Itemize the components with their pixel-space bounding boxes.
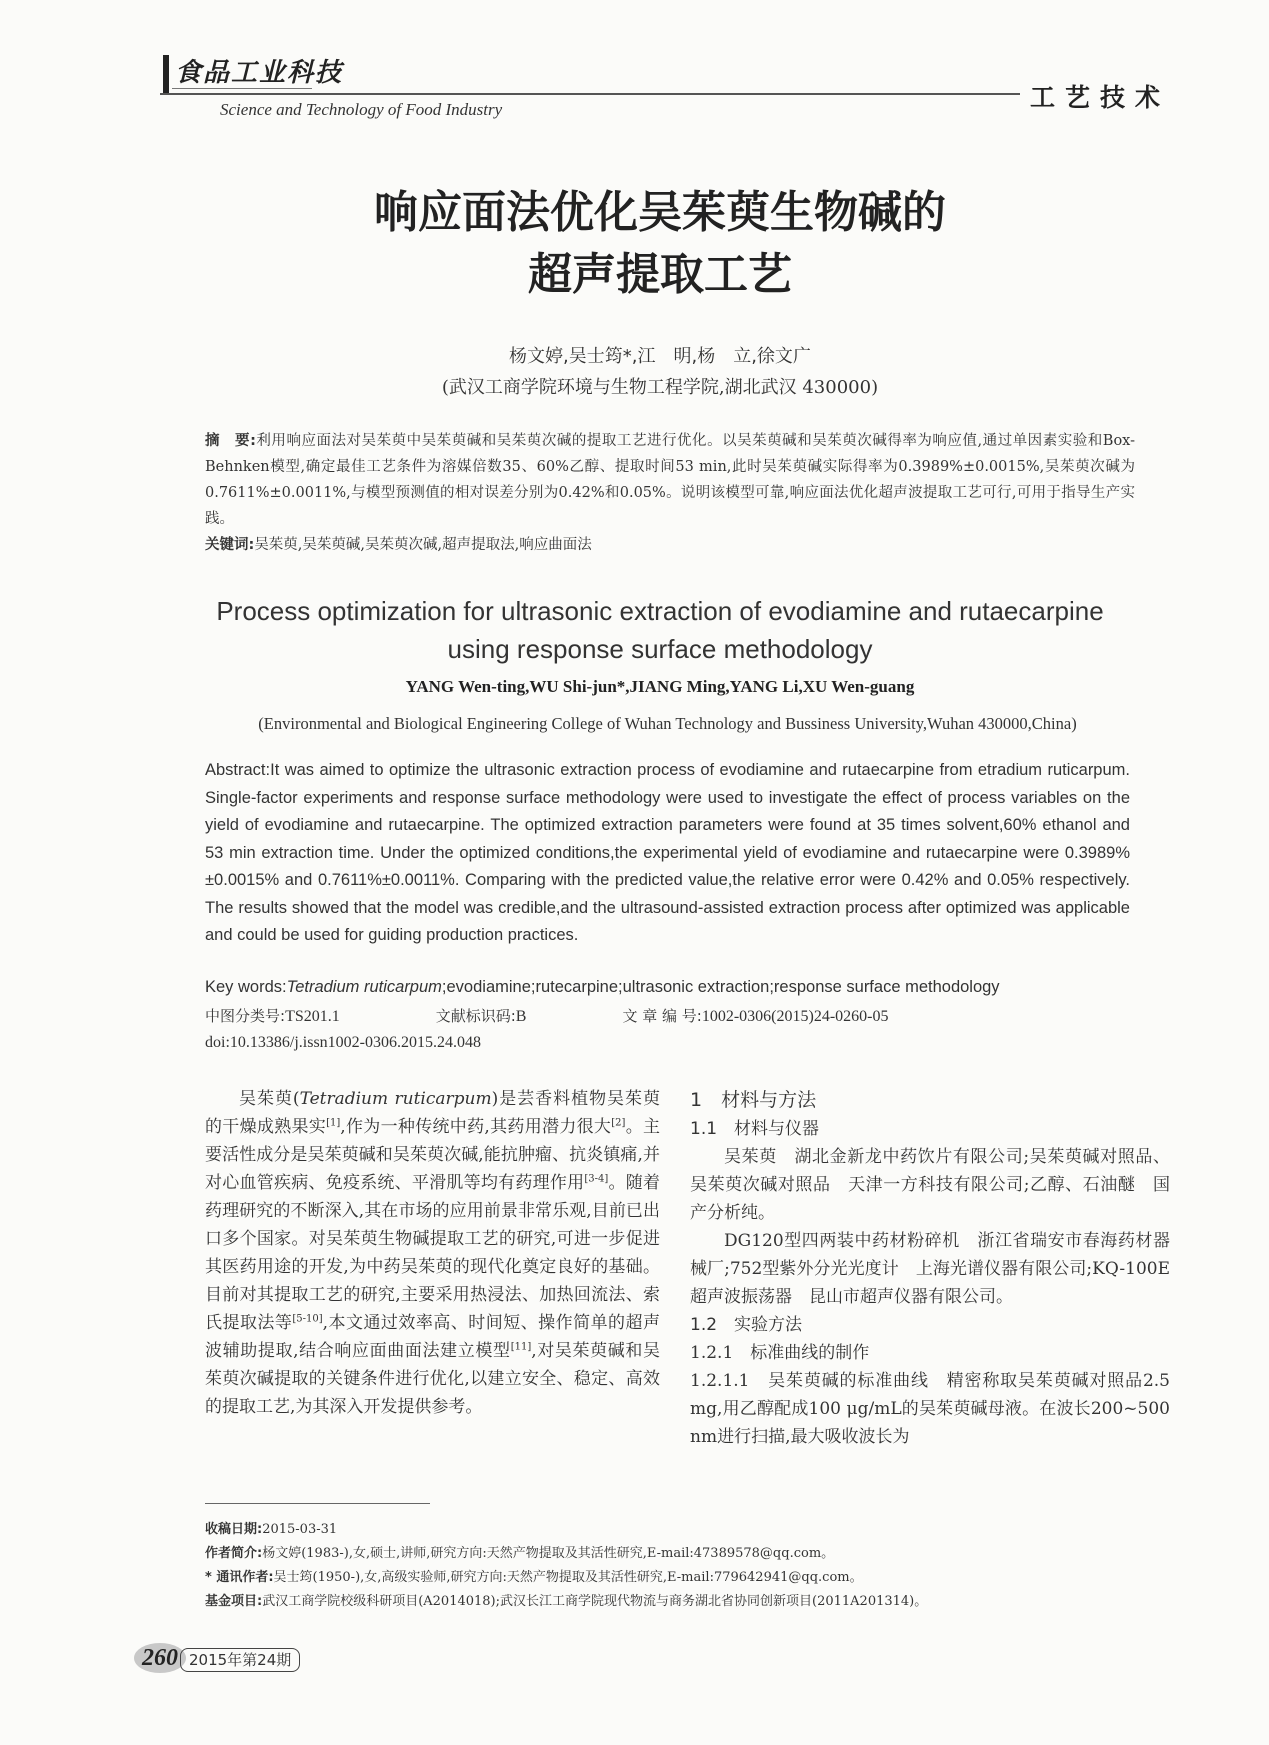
subsubsection-heading: 1.2.1 标准曲线的制作 [690,1343,870,1363]
footnote-rule [205,1503,430,1504]
classification-row [205,1005,1135,1026]
cn-abstract-label: 摘 要: [205,433,256,449]
doc-code-value: B [515,1008,527,1025]
citation: [1] [326,1117,341,1129]
method-paragraph: 1.2.1.1 吴茱萸碱的标准曲线 精密称取吴茱萸碱对照品2.5 mg,用乙醇配成100 μg/mL的吴茱萸碱母液。在波长200~500 nm进行扫描,最大吸收波长为 [690,1371,1170,1447]
text: ,本文通过效率高、时间短、操作简单的超声波辅助提取,结合响应面曲面法建立模型 [205,1313,660,1361]
text: )是芸香料植物吴茱萸的干燥成熟果实 [205,1089,660,1137]
clc-value: TS201.1 [285,1008,340,1025]
en-keywords-italic: Tetradium ruticarpum [286,978,442,996]
instruments-paragraph: DG120型四两装中药材粉碎机 浙江省瑞安市春海药材器械厂;752型紫外分光光度计 上海光谱仪器有限公司;KQ-100E超声波振荡器 昆山市超声仪器有限公司。 [690,1231,1170,1307]
en-keywords-rest: ;evodiamine;rutecarpine;ultrasonic extraction;response surface methodology [441,978,1000,996]
title-line-2: 超声提取工艺 [528,249,792,300]
journal-name-en: Science and Technology of Food Industry [220,100,503,119]
header-bar [163,55,169,95]
citation: [2] [611,1117,626,1129]
citation: [11] [510,1341,532,1353]
intro-column [205,1085,660,1421]
author-info: 杨文婷(1983-),女,硕士,讲师,研究方向:天然产物提取及其活性研究,E-mail:47389578@qq.com。 [262,1546,835,1561]
page-number: 260 [134,1643,186,1673]
text: ,作为一种传统中药,其药用潜力很大 [340,1117,612,1137]
cn-keywords: 吴茱萸,吴茱萸碱,吴茱萸次碱,超声提取法,响应曲面法 [254,537,592,553]
intro-paragraph [205,1085,660,1421]
cn-keywords-label: 关键词: [205,537,255,553]
en-title: Process optimization for ultrasonic extraction of evodiamine and rutaecarpine using response surface methodology [216,596,1104,664]
en-abstract-label: Abstract: [205,761,271,779]
author-info-label: 作者简介: [205,1546,263,1561]
en-authors: YANG Wen-ting,WU Shi-jun*,JIANG Ming,YANG Li,XU Wen-guang [405,677,915,696]
citation: [5-10] [292,1313,323,1325]
section-label: 工艺技术 [1030,83,1171,112]
doc-code-label: 文献标识码: [435,1007,516,1025]
subsection-heading: 1.2 实验方法 [690,1315,803,1335]
en-keywords [205,978,1135,997]
paper-title [200,182,1120,306]
doi: doi:10.13386/j.issn1002-0306.2015.24.048 [205,1034,482,1051]
en-abstract-text: It was aimed to optimize the ultrasonic extraction process of evodiamine and rutaecarpine from etradium ruticarpum. Single-factor experiments and response surface methodology were used to investigate the effect of process variables on the yield of evodiamine and rutaecarpine. The optimized extraction parameters were found at 35 times solvent,60% ethanol and 53 min extraction time. Under the optimized conditions,the experimental yield of evodiamine and rutaecarpine were 0.3989%±0.0015% and 0.7611%±0.0011%. Comparing with the predicted value,the relative error were 0.42% and 0.05% respectively. The results showed that the model was credible,and the ultrasound-assisted extraction process after optimized was applicable and could be used for guiding production practices. [205,761,1130,944]
received-date: 2015-03-31 [262,1522,338,1537]
funding-label: 基金项目: [205,1594,263,1609]
clc-label: 中图分类号: [205,1007,286,1025]
text: 吴茱萸( [239,1089,300,1109]
methods-column [690,1085,1170,1451]
text: 。主要活性成分是吴茱萸碱和吴茱萸次碱,能抗肿瘤、抗炎镇痛,并对心血管疾病、免疫系统、平滑肌等均有药理作用 [205,1117,661,1193]
subsection-heading: 1.1 材料与仪器 [690,1119,820,1139]
section-heading: 1 材料与方法 [690,1089,817,1111]
affiliation: (武汉工商学院环境与生物工程学院,湖北武汉 430000) [441,377,879,398]
latin-name: Tetradium ruticarpum [299,1089,492,1109]
article-no-value: 1002-0306(2015)24-0260-05 [701,1008,889,1025]
title-line-1: 响应面法优化吴茱萸生物碱的 [374,187,946,238]
text: ,对吴茱萸碱和吴茱萸次碱提取的关键条件进行优化,以建立安全、稳定、高效的提取工艺,为其深入开发提供参考。 [205,1341,661,1417]
corresponding-info: 吴士筠(1950-),女,高级实验师,研究方向:天然产物提取及其活性研究,E-mail:779642941@qq.com。 [273,1570,863,1585]
authors: 杨文婷,吴士筠*,江 明,杨 立,徐文广 [509,346,811,367]
cn-abstract-text: 利用响应面法对吴茱萸中吴茱萸碱和吴茱萸次碱的提取工艺进行优化。以吴茱萸碱和吴茱萸次碱得率为响应值,通过单因素实验和Box-Behnken模型,确定最佳工艺条件为溶媒倍数35、60%乙醇、提取时间53 min,此时吴茱萸碱实际得率为0.3989%±0.0015%,吴茱萸次碱为0.7611%±0.0011%,与模型预测值的相对误差分别为0.42%和0.05%。说明该模型可靠,响应面法优化超声波提取工艺可行,可用于指导生产实践。 [205,433,1135,527]
en-affiliation: (Environmental and Biological Engineering College of Wuhan Technology and Bussiness University,Wuhan 430000,China) [258,714,1077,733]
header-underline [172,88,312,89]
journal-name-cn: 食品工业科技 [175,58,344,88]
article-no-label: 文 章 编 号: [622,1007,702,1025]
received-label: 收稿日期: [205,1522,263,1537]
en-keywords-label: Key words: [205,978,287,996]
citation: [3-4] [584,1173,609,1185]
issue-label: 2015年第24期 [180,1648,300,1672]
funding-info: 武汉工商学院校级科研项目(A2014018);武汉长江工商学院现代物流与商务湖北省协同创新项目(2011A201314)。 [262,1594,928,1609]
cn-abstract [205,428,1135,558]
materials-paragraph: 吴茱萸 湖北金新龙中药饮片有限公司;吴茱萸碱对照品、吴茱萸次碱对照品 天津一方科技有限公司;乙醇、石油醚 国产分析纯。 [690,1147,1170,1223]
header-rule [160,93,1020,95]
footnotes [205,1518,1165,1614]
text: 。随着药理研究的不断深入,其在市场的应用前景非常乐观,目前已出口多个国家。对吴茱萸生物碱提取工艺的研究,可进一步促进其医药用途的开发,为中药吴茱萸的现代化奠定良好的基础。目前对其提取工艺的研究,主要采用热浸法、加热回流法、索氏提取法等 [205,1173,661,1333]
en-abstract [205,757,1130,950]
corresponding-label: * 通讯作者: [205,1570,274,1585]
